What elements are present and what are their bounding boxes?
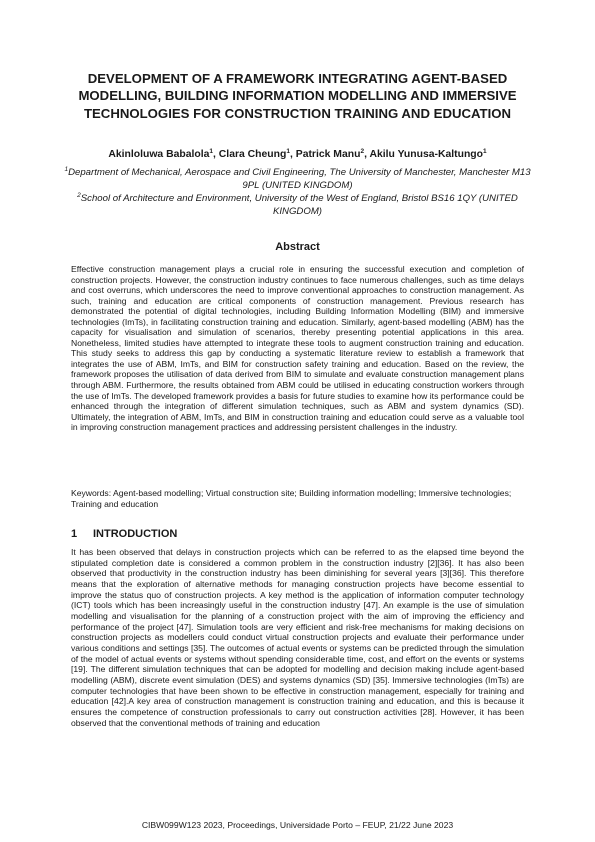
author-affiliation-mark: 2	[360, 148, 365, 155]
author-name: Akilu Yunusa-Kaltungo	[369, 149, 484, 160]
section-heading	[71, 528, 177, 540]
author-affiliation-mark: 1	[209, 148, 214, 155]
introduction-text: It has been observed that delays in construction projects which can be referred to as the elapsed time beyond the stipulated completion date is considered a common problem in the construction industry [2][36]. It has also been observed that productivity in the construction industry has been diminishing for several years [3][36]. This therefore means that the exploration of alternative methods for managing construction projects have become essential to improve the status quo of construction projects. A key method is the application of information computer technology (ICT) tools which has been increasingly useful in the construction industry [47]. An example is the use of simulation modelling and visualisation for the planning of a construction project with the aim of improving the efficiency and performance of the project [47]. Simulation tools are very efficient and risk-free mechanisms for making decisions on construction projects as modellers could conduct virtual construction projects and evaluate their performance under various conditions and settings [35]. The outcomes of actual events or systems can be predicted through the simulation of the model of actual events or systems without spending considerable time, cost, and effort on the events or systems [19]. The different simulation techniques that can be adopted for modelling and decision making include agent-based modelling (ABM), discrete event simulation (DES) and systems dynamics (SD) [35]. Immersive technologies (ImTs) are computer technologies that have been shown to be effective in construction management, especially for training and education [42].A key area of construction management is construction training and education, and this is because it ensures the competence of construction professionals to carry out construction activities [28]. However, it has been observed that the conventional methods of training and education	[71, 547, 524, 728]
affiliation-mark: 1	[64, 166, 69, 173]
page-footer: CIBW099W123 2023, Proceedings, Universidade Porto – FEUP, 21/22 June 2023	[141, 820, 454, 830]
section-number: 1	[71, 528, 78, 540]
author-name: Clara Cheung	[218, 149, 287, 160]
affiliation	[60, 167, 535, 193]
author-name: Akinloluwa Babalola	[108, 149, 210, 160]
author-affiliation-mark: 1	[286, 148, 290, 155]
author-affiliation-mark: 1	[483, 148, 487, 155]
affiliation	[60, 193, 535, 219]
section-title: INTRODUCTION	[93, 528, 178, 540]
author-separator: ,	[289, 149, 296, 160]
author-separator: ,	[364, 149, 370, 160]
author-separator: ,	[213, 149, 219, 160]
affiliation-text: School of Architecture and Environment, University of the West of England, Bristol BS16 1QY (UNITED KINGDOM)	[80, 193, 518, 218]
paper-title: DEVELOPMENT OF A FRAMEWORK INTEGRATING AGENT-BASED MODELLING, BUILDING INFORMATION MODELLING AND IMMERSIVE TECHNOLOGIES FOR CONSTRUCTION TRAINING AND EDUCATION	[78, 71, 517, 121]
affiliation-text: Department of Mechanical, Aerospace and Civil Engineering, The University of Manchester, Manchester M13 9PL (UNITED KINGDOM)	[68, 167, 531, 192]
abstract-heading: Abstract	[275, 241, 320, 253]
author-list	[40, 148, 555, 162]
affiliation-mark: 2	[77, 192, 81, 199]
keywords: Keywords: Agent-based modelling; Virtual construction site; Building information modelling; Immersive technologies; Training and education	[71, 488, 512, 509]
author-name: Patrick Manu	[295, 149, 361, 160]
abstract-text: Effective construction management plays a crucial role in ensuring the successful execution and completion of construction projects. However, the construction industry continues to face numerous challenges, such as time delays and cost overruns, which underscores the need to improve conventional approaches to construction management. As such, training and education are critical components of construction management. Previous research has demonstrated the potential of digital technologies, including Building Information Modelling (BIM) and immersive technologies (ImTs), in facilitating construction training and education. Similarly, agent-based modelling (ABM) has the capacity for visualisation and simulation of scenarios, thereby presenting potential applications in this area. Nonetheless, limited studies have attempted to integrate these tools to augment construction training and education. This study seeks to address this gap by conducting a systematic literature review to establish a framework that integrates the use of ABM, ImTs, and BIM for construction safety training and education. Based on the review, the framework proposes the utilisation of data derived from BIM to simulate and evaluate construction management plans through ABM. Furthermore, the results obtained from ABM could be utilised in educating construction workers through the use of ImTs. The developed framework provides a basis for future studies to examine how its performance could be enhanced through the integration of different simulation techniques, such as ABM and system dynamics (SD). Ultimately, the integration of ABM, ImTs, and BIM in construction training and education could serve as a valuable tool in improving construction management practices and addressing persistent challenges in the industry.	[71, 264, 524, 433]
